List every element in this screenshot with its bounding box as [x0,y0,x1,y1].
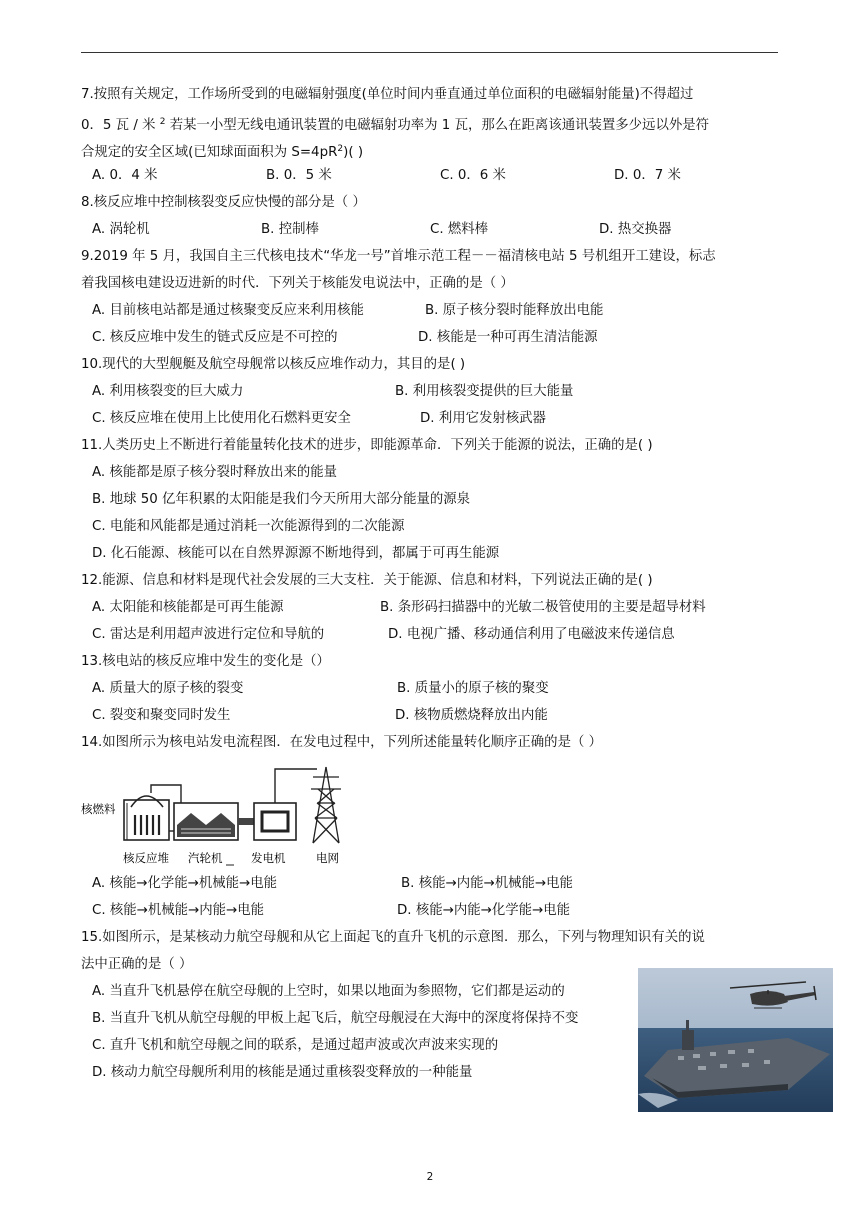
q10-stem: 10.现代的大型舰艇及航空母舰常以核反应堆作动力，其目的是( ) [81,357,466,372]
q13-stem: 13.核电站的核反应堆中发生的变化是（） [81,654,330,669]
header-rule [81,52,778,53]
q15-option-d: D. 核动力航空母舰所利用的核能是通过重核裂变释放的一种能量 [92,1065,473,1080]
label-reactor: 核反应堆 [123,851,169,865]
q14-option-a: A. 核能→化学能→机械能→电能 [92,876,278,891]
page-number: 2 [426,1171,434,1183]
q7-stem-line3: 合规定的安全区域(已知球面面积为 $S=4pR^2$)( ) [81,144,364,160]
q11-option-b: B. 地球 50 亿年积累的太阳能是我们今天所用大部分能量的源泉 [92,492,471,507]
q7-option-a: A. 0．4 米 [92,168,158,183]
q10-option-d: D. 利用它发射核武器 [420,411,546,426]
q11-option-d: D. 化石能源、核能可以在自然界源源不断地得到，都属于可再生能源 [92,546,500,561]
q15-stem-line2: 法中正确的是（ ） [81,957,193,972]
q10-option-c: C. 核反应堆在使用上比使用化石燃料更安全 [92,411,351,426]
q14-option-b: B. 核能→内能→机械能→电能 [401,876,573,891]
power-grid-tower-icon [311,767,341,843]
q13-option-c: C. 裂变和聚变同时发生 [92,708,231,723]
q7-option-c: C. 0．6 米 [440,168,506,183]
q7-option-b: B. 0．5 米 [266,168,332,183]
q13-option-a: A. 质量大的原子核的裂变 [92,681,244,696]
reactor-rods [135,815,159,835]
q8-stem: 8.核反应堆中控制核裂变反应快慢的部分是（ ） [81,195,366,210]
label-generator: 发电机 [251,851,286,865]
superscript: 2 [159,117,166,127]
q12-stem: 12.能源、信息和材料是现代社会发展的三大支柱．关于能源、信息和材料，下列说法正确的是( ) [81,573,653,588]
q10-option-a: A. 利用核裂变的巨大威力 [92,384,244,399]
q14-option-c: C. 核能→机械能→内能→电能 [92,903,265,918]
label-grid: 电网 [316,851,339,865]
q11-stem: 11.人类历史上不断进行着能量转化技术的进步，即能源革命．下列关于能源的说法，正确的是( ) [81,438,653,453]
superscript: 2 [337,144,344,154]
aircraft-carrier-helicopter-photo [638,968,833,1112]
q8-option-b: B. 控制棒 [261,222,319,237]
label-nuclear-fuel: 核燃料 [81,802,116,816]
q12-option-d: D. 电视广播、移动通信利用了电磁波来传递信息 [388,627,675,642]
q9-option-d: D. 核能是一种可再生清洁能源 [418,330,598,345]
generator-shape [254,803,296,840]
q8-option-d: D. 热交换器 [599,222,672,237]
q9-option-a: A. 目前核电站都是通过核聚变反应来利用核能 [92,303,364,318]
q15-option-b: B. 当直升飞机从航空母舰的甲板上起飞后，航空母舰浸在大海中的深度将保持不变 [92,1011,579,1026]
q9-option-c: C. 核反应堆中发生的链式反应是不可控的 [92,330,338,345]
q7-stem-line1: 7.按照有关规定，工作场所受到的电磁辐射强度(单位时间内垂直通过单位面积的电磁辐射能量)不得超过 [81,87,694,102]
q15-stem-line1: 15.如图所示，是某核动力航空母舰和从它上面起飞的直升飞机的示意图．那么，下列与物理知识有关的说 [81,930,705,945]
q12-option-c: C. 雷达是利用超声波进行定位和导航的 [92,627,325,642]
q13-option-b: B. 质量小的原子核的聚变 [397,681,549,696]
q9-stem-line1: 9.2019 年 5 月，我国自主三代核电技术“华龙一号”首堆示范工程－－福清核电站 5 号机组开工建设，标志 [81,249,716,264]
q7-option-d: D. 0．7 米 [614,168,681,183]
q10-option-b: B. 利用核裂变提供的巨大能量 [395,384,574,399]
q11-option-c: C. 电能和风能都是通过消耗一次能源得到的二次能源 [92,519,405,534]
q14-option-d: D. 核能→内能→化学能→电能 [397,903,570,918]
q11-option-a: A. 核能都是原子核分裂时释放出来的能量 [92,465,338,480]
q9-option-b: B. 原子核分裂时能释放出电能 [425,303,604,318]
q12-option-a: A. 太阳能和核能都是可再生能源 [92,600,284,615]
q14-stem: 14.如图所示为核电站发电流程图．在发电过程中，下列所述能量转化顺序正确的是（ ） [81,735,603,750]
q7-stem-line2: 0．5 瓦 / 米 $^2$ 若某一小型无线电通讯装置的电磁辐射功率为 1 瓦，那么在距离该通讯装置多少远以外是符 [81,117,710,133]
q15-option-c: C. 直升飞机和航空母舰之间的联系，是通过超声波或次声波来实现的 [92,1038,499,1053]
q8-option-a: A. 涡轮机 [92,222,150,237]
q13-option-d: D. 核物质燃烧释放出内能 [395,708,548,723]
q8-option-c: C. 燃料棒 [430,222,489,237]
nuclear-plant-flow-diagram [81,763,381,870]
q12-option-b: B. 条形码扫描器中的光敏二极管使用的主要是超导材料 [380,600,706,615]
q15-option-a: A. 当直升飞机悬停在航空母舰的上空时，如果以地面为参照物，它们都是运动的 [92,984,565,999]
label-turbine: 汽轮机 [188,851,223,865]
q9-stem-line2: 着我国核电建设迈进新的时代．下列关于核能发电说法中，正确的是（ ） [81,276,514,291]
